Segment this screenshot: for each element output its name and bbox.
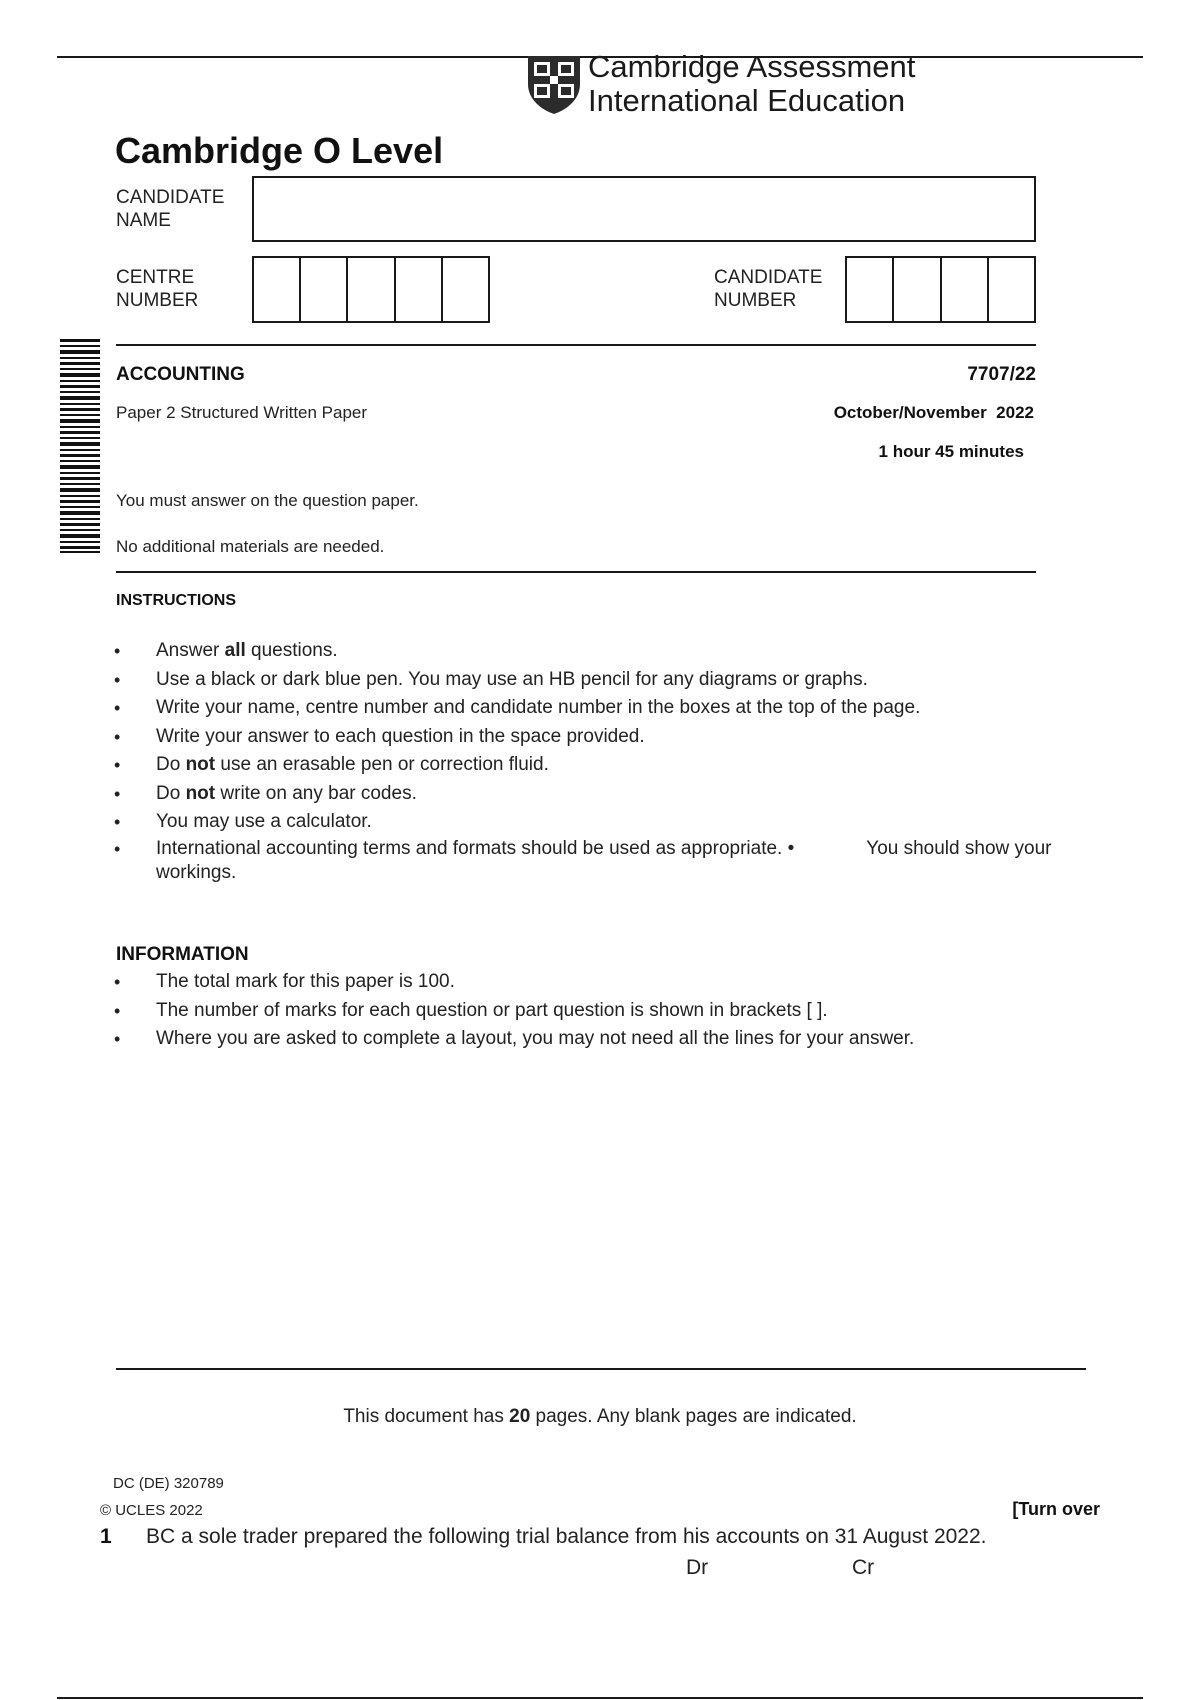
information-item: • Where you are asked to complete a layout, you may not need all the lines for your answer. [110,1025,914,1054]
instructions-list [110,637,920,837]
instructions-top-rule [116,571,1036,573]
turn-over: [Turn over [1012,1499,1100,1519]
org-name-line1: Cambridge Assessment [588,49,916,84]
instruction-item: • Use a black or dark blue pen. You may use an HB pencil for any diagrams or graphs. [110,666,920,695]
debit-column-header: Dr [686,1556,709,1579]
footer-rule [116,1368,1086,1370]
exam-session: October/November 2022 [833,403,1034,422]
crest-logo-icon [526,54,582,116]
instruction-item: • Answer all questions. [110,637,920,666]
qualification-title: Cambridge O Level [115,130,444,171]
centre-number-field[interactable] [252,256,490,323]
instruction-item: • International accounting terms and formats should be used as appropriate. • You should show your workings. [110,837,1110,885]
instruction-item: • Do not write on any bar codes. [110,780,920,809]
subject-top-rule [116,344,1036,346]
candidate-name-label: CANDIDATE NAME [116,187,225,231]
centre-number-cell[interactable] [254,258,299,321]
instructions-heading: INSTRUCTIONS [116,592,236,609]
centre-number-cell[interactable] [299,258,346,321]
candidate-number-cell[interactable] [847,258,892,321]
centre-number-cell[interactable] [346,258,393,321]
materials-note: No additional materials are needed. [116,537,385,556]
centre-number-cell[interactable] [441,258,488,321]
candidate-number-label: CANDIDATE NUMBER [714,267,823,311]
information-list [110,968,914,1054]
centre-number-cell[interactable] [394,258,441,321]
barcode-icon [58,337,100,555]
paper-title: Paper 2 Structured Written Paper [116,403,368,422]
document-reference: DC (DE) 320789 [113,1475,224,1492]
candidate-number-cell[interactable] [987,258,1034,321]
answer-note: You must answer on the question paper. [116,491,419,510]
copyright: © UCLES 2022 [100,1502,203,1519]
information-item: • The number of marks for each question or part question is shown in brackets [ ]. [110,997,914,1026]
paper-code: 7707/22 [967,364,1036,385]
information-item: • The total mark for this paper is 100. [110,968,914,997]
bottom-rule [57,1697,1143,1699]
instruction-item: • You may use a calculator. [110,808,920,837]
candidate-number-field[interactable] [845,256,1036,323]
question-number: 1 [100,1525,112,1548]
instruction-item: • Write your answer to each question in the space provided. [110,723,920,752]
instruction-item: • Do not use an erasable pen or correction fluid. [110,751,920,780]
candidate-number-cell[interactable] [892,258,939,321]
org-name-line2: International Education [588,83,906,118]
candidate-name-field[interactable] [252,176,1036,242]
subject-title: ACCOUNTING [116,364,245,385]
credit-column-header: Cr [852,1556,875,1579]
instructions-list-last [110,837,1110,885]
exam-duration: 1 hour 45 minutes [878,442,1024,461]
information-heading: INFORMATION [116,944,249,965]
page-count-note: This document has 20 pages. Any blank pages are indicated. [343,1406,857,1427]
centre-number-label: CENTRE NUMBER [116,267,199,311]
candidate-number-cell[interactable] [940,258,987,321]
instruction-item: • Write your name, centre number and candidate number in the boxes at the top of the page. [110,694,920,723]
question-text: BC a sole trader prepared the following trial balance from his accounts on 31 August 2022. [146,1525,987,1548]
